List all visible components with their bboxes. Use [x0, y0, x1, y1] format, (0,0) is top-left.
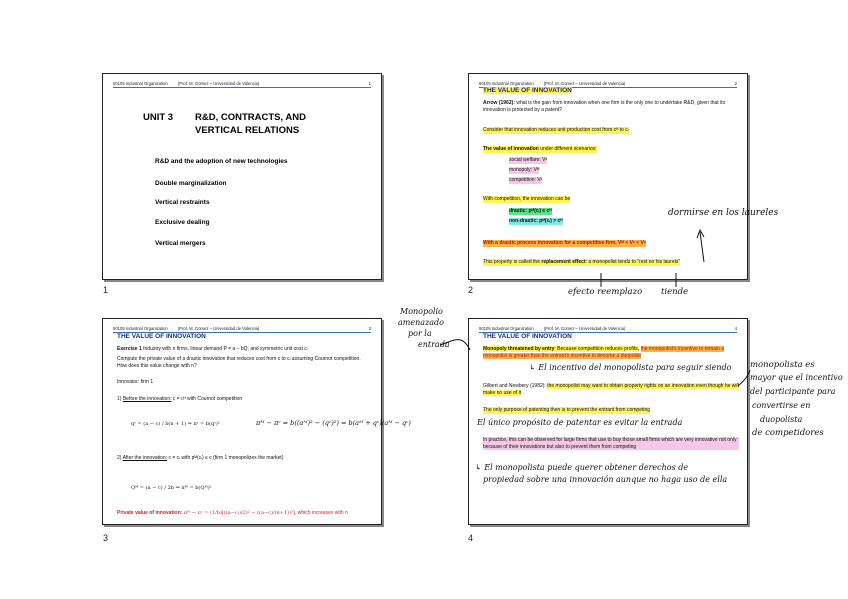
- equation-1: qᶜ = (a − c) / b(n + 1) ⇒ πᶜ = b(qᶜ)²: [131, 421, 220, 427]
- after-label: After the innovation:: [122, 455, 168, 461]
- exercise-question: Compute the private value of a drastic innovation that reduces cost from c to cₗ assuming Cournot competition. How does this value change with n?: [117, 356, 361, 369]
- page-number-2: 2: [468, 285, 474, 295]
- private-value-equation: πᴹ − πᶜ = (1/b)[((a−cₗ)/2)² − ((a−c)/(n+1))²]: [183, 510, 296, 516]
- professor: (Prof. M. Gomez – Universidad de Valencia): [543, 326, 626, 331]
- after-rest: c = cₗ with pᴹ(cₗ) ≤ c (firm 1 monopolizes the market): [167, 455, 284, 461]
- annotation-mono-r2: mayor que el incentivo: [750, 373, 843, 382]
- handwritten-derechos: ↳ El monopolista puede querer obtener derechos de: [475, 463, 689, 472]
- only-purpose-line: The only purpose of patenting then is to prevent the entrant from competing: [483, 407, 651, 413]
- replacement-bold: replacement effect: [541, 259, 586, 265]
- exercise-label: Exercise 1: [117, 346, 142, 352]
- course-name: 50105 Industrial Organization: [113, 81, 168, 86]
- annotation-mono-r1: monopolista es: [750, 360, 815, 370]
- arrow-text: what is the gain from innovation when one firm is the only one to undertake R&D, given that its innovation is protected by a patent?: [483, 100, 726, 113]
- monopoly-incentive: the monopolist's incentive to remain a monopolist is greater than the entrant's incentive to become a duopolist: [483, 346, 725, 359]
- slide-page-number: 3: [368, 326, 371, 331]
- exercise-text: Industry with n firms, linear demand P = a − bQ, and symmetric unit cost c.: [143, 346, 309, 352]
- handwritten-unico: El único propósito de patentar es evitar la entrada: [477, 418, 683, 427]
- course-name: 50105 Industrial Organization: [113, 326, 168, 331]
- annotation-por-la: por la: [408, 329, 432, 338]
- slide-title: THE VALUE OF INNOVATION: [483, 333, 572, 340]
- private-value-label: Private value of innovation:: [117, 510, 183, 516]
- value-rest: under different scenarios:: [540, 146, 597, 152]
- private-value-note: , which increases with n: [295, 510, 348, 516]
- topic-item: Exclusive dealing: [155, 219, 210, 226]
- handwritten-incentive: ↳ El incentivo del monopolista para seguir siendo: [529, 363, 732, 372]
- scenario-item: competition: Vᶜ: [509, 177, 543, 183]
- unit-label: UNIT 3: [143, 112, 174, 123]
- annotation-entrada: entrada: [418, 340, 450, 349]
- professor: (Prof. M. Gomez – Universidad de Valencia): [177, 81, 260, 86]
- topic-item: Vertical restraints: [155, 199, 210, 206]
- equation-2: Qᴹ = (a − c) / 2b ⇒ πᴹ = b(Qᴹ)²: [131, 485, 212, 491]
- arrow-monopolio: [440, 340, 470, 350]
- topic-item: Double marginalization: [155, 180, 227, 187]
- slide-page-number: 1: [368, 81, 371, 86]
- course-name: 50105 Industrial Organization: [479, 326, 534, 331]
- annotation-amenazado: amenazado: [398, 318, 444, 327]
- scenario-item: monopoly: Vᴹ: [509, 167, 540, 173]
- handwritten-equation: πᴹ − πᶜ = b((aᴹ)² − (qᶜ)²) = b(aᴹ + qᶜ)(aᴹ − qᶜ): [256, 419, 411, 427]
- arrow-citation: Arrow (1962):: [483, 100, 515, 106]
- scenario-item: social welfare: Vˢ: [509, 157, 548, 163]
- slide-page-number: 2: [734, 81, 737, 86]
- drastic-line: drastic: pᴹ(cₗ) ≤ cᴴ: [509, 208, 552, 214]
- replacement-pre: This property is called the: [483, 259, 540, 265]
- professor: (Prof. M. Gomez – Universidad de Valencia): [543, 81, 626, 86]
- non-drastic-line: non-drastic: pᴹ(cₗ) > cᴴ: [509, 218, 563, 224]
- annotation-mono-r3: del participante para: [750, 387, 836, 396]
- consider-line: Consider that innovation reduces unit production cost from cᴴ to cₗ: [483, 127, 629, 133]
- page-number-1: 1: [103, 285, 109, 295]
- page-number-4: 4: [468, 533, 474, 543]
- value-bold: The value of innovation: [483, 146, 539, 152]
- annotation-competidores: de competidores: [752, 428, 824, 438]
- slide-page-number: 4: [734, 326, 737, 331]
- before-rest: c = cᴴ with Cournot competition: [171, 396, 243, 402]
- unit-title-line2: VERTICAL RELATIONS: [195, 125, 300, 136]
- gilbert-citation: Gilbert and Newbery (1982):: [483, 383, 546, 389]
- competition-line: With competition, the innovation can be: [483, 196, 571, 202]
- annotation-monopolio: Monopolio: [400, 307, 443, 316]
- page-number-3: 3: [103, 533, 109, 543]
- monopoly-threat-bold: Monopoly threatened by entry: [483, 346, 555, 352]
- annotation-mono-r4: convertirse en: [752, 401, 811, 410]
- monopoly-threat-text: : Because competition reduces profits,: [554, 346, 640, 352]
- annotation-dormirse: dormirse en los laureles: [668, 208, 779, 218]
- line-monopolista-right: [738, 370, 750, 386]
- step-number: 1): [117, 396, 122, 402]
- step-number: 2): [117, 455, 122, 461]
- professor: (Prof. M. Gomez – Universidad de Valencia): [177, 326, 260, 331]
- replacement-post: : a monopolist tends to "rest on his laurels": [585, 259, 680, 265]
- topic-item: Vertical mergers: [155, 240, 206, 247]
- handwritten-propiedad: propiedad sobre una innovación aunque no haga uso de ella: [483, 475, 728, 484]
- gilbert-text: the monopolist may want to obtain property rights on an innovation even though he will make no use of it: [483, 383, 739, 396]
- innovator-line: Innovator: firm 1: [117, 379, 154, 385]
- annotation-efecto: efecto reemplazo: [568, 287, 643, 297]
- annotation-tiende: tiende: [661, 287, 689, 297]
- practice-line: In practice, this can be observed for large firms that use to buy those small firms which are very innovative not only because of their innovations but also to prevent them from competing: [483, 437, 739, 450]
- unit-title-line1: R&D, CONTRACTS, AND: [195, 112, 307, 123]
- before-label: Before the innovation:: [122, 396, 172, 402]
- slide-title: THE VALUE OF INNOVATION: [483, 87, 572, 94]
- slide-title: THE VALUE OF INNOVATION: [117, 333, 206, 340]
- course-name: 50105 Industrial Organization: [479, 81, 534, 86]
- topic-item: R&D and the adoption of new technologies: [155, 158, 288, 165]
- annotation-mono-r5: duopolista: [760, 415, 803, 424]
- drastic-process-line: With a drastic process innovation for a competitive firm, Vᴹ < Vᶜ < Vˢ: [483, 240, 646, 246]
